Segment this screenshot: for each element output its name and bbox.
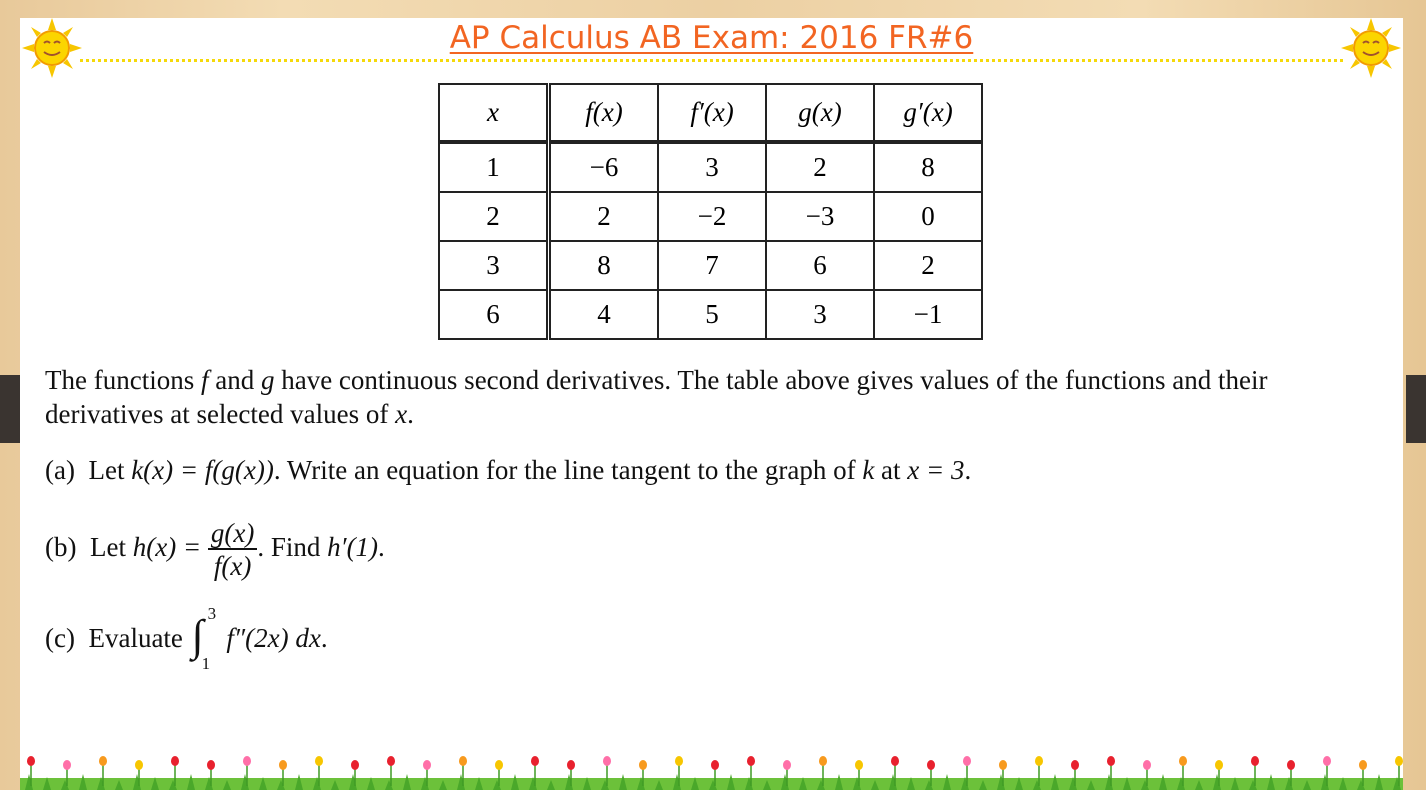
part-text: . Find bbox=[257, 532, 328, 563]
part-text: . bbox=[320, 623, 328, 654]
table-cell: 4 bbox=[549, 290, 659, 339]
part-text: . Write an equation for the line tangent to the graph of bbox=[273, 455, 863, 485]
equation-lhs: h(x) = bbox=[132, 532, 202, 563]
right-frame-band bbox=[1406, 375, 1426, 443]
title-dotted-line bbox=[80, 59, 1343, 62]
table-cell: 8 bbox=[874, 142, 982, 192]
table-cell: 3 bbox=[439, 241, 549, 290]
table-cell: 6 bbox=[439, 290, 549, 339]
table-cell: 7 bbox=[658, 241, 766, 290]
intro-text: The functions bbox=[45, 365, 201, 395]
table-header-cell: g′(x) bbox=[874, 84, 982, 142]
table-row bbox=[439, 290, 982, 339]
table-cell: 2 bbox=[874, 241, 982, 290]
slide bbox=[20, 18, 1403, 790]
part-text: Let bbox=[88, 455, 132, 485]
table-cell: 2 bbox=[766, 142, 874, 192]
table-cell: 3 bbox=[658, 142, 766, 192]
part-label: (a) bbox=[45, 455, 75, 485]
table-cell: −1 bbox=[874, 290, 982, 339]
table-row bbox=[439, 192, 982, 241]
table-cell: −6 bbox=[549, 142, 659, 192]
table-header-row bbox=[439, 84, 982, 142]
table-cell: 0 bbox=[874, 192, 982, 241]
table-cell: 3 bbox=[766, 290, 874, 339]
integral-lower-limit: 1 bbox=[201, 654, 211, 673]
table-header-cell: x bbox=[439, 84, 549, 142]
table-cell: −3 bbox=[766, 192, 874, 241]
flower-border bbox=[20, 750, 1403, 790]
values-table bbox=[438, 83, 983, 340]
fraction-denominator: f(x) bbox=[213, 551, 252, 581]
part-text: . bbox=[964, 455, 972, 485]
equation: k(x) = f(g(x)) bbox=[131, 455, 274, 485]
var-k: k bbox=[862, 455, 875, 485]
part-text: . bbox=[378, 532, 385, 563]
fraction-numerator: g(x) bbox=[208, 518, 257, 550]
intro-text: have continuous second derivatives. The table above gives values of the functions and their derivatives at selected values of bbox=[45, 365, 1268, 429]
table-cell: −2 bbox=[658, 192, 766, 241]
table-cell: 8 bbox=[549, 241, 659, 290]
table-cell: 1 bbox=[439, 142, 549, 192]
var-f: f bbox=[200, 365, 209, 395]
integral-sign: ∫ 3 1 bbox=[191, 604, 217, 673]
part-text: Evaluate bbox=[88, 623, 190, 654]
part-label: (c) bbox=[45, 623, 75, 654]
table-row bbox=[439, 142, 982, 192]
intro-text: and bbox=[208, 365, 261, 395]
integrand: f″(2x) dx bbox=[226, 623, 321, 654]
table-row bbox=[439, 241, 982, 290]
intro-text: . bbox=[407, 399, 414, 429]
part-a bbox=[45, 455, 971, 486]
var-x: x bbox=[395, 399, 408, 429]
table-header-cell: g(x) bbox=[766, 84, 874, 142]
table-header-cell: f′(x) bbox=[658, 84, 766, 142]
target-expression: h′(1) bbox=[327, 532, 379, 563]
page-title: AP Calculus AB Exam: 2016 FR#6 bbox=[449, 20, 974, 56]
table-cell: 2 bbox=[549, 192, 659, 241]
intro-paragraph bbox=[45, 363, 1385, 431]
table-header-cell: f(x) bbox=[549, 84, 659, 142]
part-label: (b) bbox=[45, 532, 77, 563]
part-c bbox=[45, 604, 328, 673]
part-text: Let bbox=[89, 532, 133, 563]
part-b bbox=[45, 518, 385, 582]
fraction bbox=[208, 518, 257, 582]
table-cell: 6 bbox=[766, 241, 874, 290]
left-frame-band bbox=[0, 375, 20, 443]
table-cell: 2 bbox=[439, 192, 549, 241]
condition: x = 3 bbox=[907, 455, 965, 485]
part-text: at bbox=[874, 455, 908, 485]
integral-upper-limit: 3 bbox=[207, 604, 217, 623]
var-g: g bbox=[260, 365, 275, 395]
table-cell: 5 bbox=[658, 290, 766, 339]
